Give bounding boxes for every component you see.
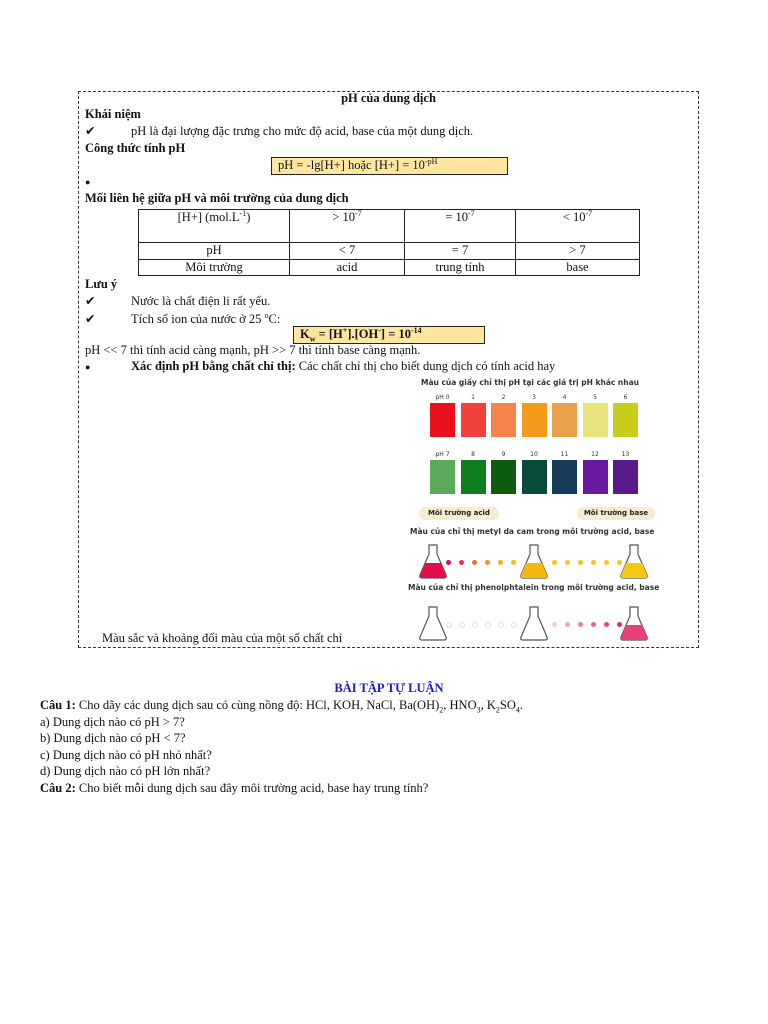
color-dot [511, 622, 517, 628]
color-dot [591, 622, 596, 627]
ph-relation-table [138, 209, 640, 276]
concept-heading: Khái niệm [85, 107, 141, 121]
ph-swatch-label: 1 [471, 394, 475, 401]
color-dot [459, 560, 464, 565]
ph-swatch-label: pH 0 [435, 394, 450, 401]
table-cell: = 7 [405, 243, 516, 260]
formula-box [271, 157, 508, 175]
question-2: Câu 2: Cho biết mỗi dung dịch sau đây môi trường acid, base hay trung tính? [40, 781, 429, 795]
check-icon: ✔ [85, 294, 96, 308]
ph-swatch [461, 403, 486, 437]
question-1c: c) Dung dịch nào có pH nhỏ nhất? [40, 748, 212, 762]
exercises-title: BÀI TẬP TỰ LUẬN [334, 681, 444, 695]
color-dot [565, 560, 570, 565]
table-cell: = $10^{-7}$ [405, 210, 516, 243]
table-cell: [H+] $(mol.L^{-1})$ [139, 210, 290, 243]
color-dot [446, 622, 452, 628]
concept-text: pH là đại lượng đặc trưng cho mức độ acid, base của một dung dịch. [131, 124, 474, 138]
formula-text: pH = -lg[H+] hoặc [H+] = 10 [278, 158, 425, 172]
phenol-title: Màu của chỉ thị phenolphtalein trong môi trường acid, base [408, 583, 660, 592]
section-title: pH của dung dịch [341, 91, 436, 105]
ph-swatch [491, 460, 516, 494]
ph-swatch [491, 403, 516, 437]
color-dot [578, 622, 583, 627]
relation-heading: Mối liên hệ giữa pH và môi trường của dung dịch [85, 191, 349, 205]
table-row [139, 243, 640, 260]
ph-swatch [583, 403, 608, 437]
ph-swatch [430, 460, 455, 494]
table-cell: base [516, 260, 640, 276]
methyl-title: Màu của chỉ thị metyl da cam trong môi trường acid, base [410, 527, 655, 536]
question-1a: a) Dung dịch nào có pH > 7? [40, 715, 185, 729]
ph-swatch [613, 403, 638, 437]
table-cell: < 7 [290, 243, 405, 260]
neutral-flask-icon [519, 543, 549, 579]
ph-swatch [522, 403, 547, 437]
ph-swatch [552, 460, 577, 494]
ph-swatch-label: 13 [621, 451, 630, 458]
ph-swatch [522, 460, 547, 494]
question-1d: d) Dung dịch nào có pH lớn nhất? [40, 764, 211, 778]
bullet-icon: ● [85, 177, 91, 187]
table-cell: Môi trường [139, 260, 290, 276]
neutral-flask-icon [519, 605, 549, 641]
color-dot [485, 622, 491, 628]
color-dot [604, 560, 609, 565]
formula-exp: -pH [424, 156, 438, 166]
color-dot [552, 560, 557, 565]
acid-flask-icon [418, 605, 448, 641]
base-flask-icon [619, 605, 649, 641]
kw-formula: $K_w = [H^+].[OH^-] = 10^{-14}$ [300, 325, 422, 344]
table-row [139, 260, 640, 276]
ph-swatch-label: 11 [560, 451, 569, 458]
question-1: Câu 1: Cho dãy các dung dịch sau có cùng nồng độ: HCl, KOH, NaCl, $Ba(OH)_2$, $HNO_3$, $K_2SO_4$. [40, 698, 523, 715]
question-1b: b) Dung dịch nào có pH < 7? [40, 731, 186, 745]
table-cell: trung tính [405, 260, 516, 276]
ph-swatch [613, 460, 638, 494]
note-heading: Lưu ý [85, 277, 118, 291]
color-dot [552, 622, 557, 627]
ph-swatch-label: 8 [471, 451, 475, 458]
color-dot [459, 622, 465, 628]
table-row [139, 210, 640, 243]
check-icon: ✔ [85, 312, 96, 326]
indicator-figure [410, 375, 670, 645]
table-cell: < $10^{-7}$ [516, 210, 640, 243]
color-dot [498, 622, 504, 628]
formula-heading: Công thức tính pH [85, 141, 186, 155]
check-icon: ✔ [85, 124, 96, 138]
color-dot [565, 622, 570, 627]
table-cell: acid [290, 260, 405, 276]
color-dot [591, 560, 596, 565]
ph-swatch-label: 6 [623, 394, 628, 401]
color-dot [604, 622, 609, 627]
ph-compare-text: pH << 7 thì tính acid càng mạnh, pH >> 7 thì tính base càng mạnh. [85, 343, 421, 357]
acid-flask-icon [418, 543, 448, 579]
ph-swatch-label: 4 [562, 394, 567, 401]
color-dot [511, 560, 516, 565]
kw-box [293, 326, 485, 344]
base-pill: Môi trường base [577, 507, 655, 520]
ph-swatch-label: 9 [501, 451, 506, 458]
ph-swatch-label: pH 7 [435, 451, 450, 458]
ph-swatch [461, 460, 486, 494]
acid-pill: Môi trường acid [419, 507, 499, 520]
ph-swatch [430, 403, 455, 437]
color-dot [472, 622, 478, 628]
ph-swatch-label: 5 [593, 394, 597, 401]
bullet-icon: ● [85, 362, 91, 372]
ph-swatch-label: 10 [530, 451, 538, 458]
table-cell: pH [139, 243, 290, 260]
note-1: Nước là chất điện li rất yếu. [131, 294, 271, 308]
ph-swatch [583, 460, 608, 494]
paper-title: Màu của giấy chỉ thị pH tại các giá trị pH khác nhau [421, 378, 640, 387]
table-cell: > $10^{-7}$ [290, 210, 405, 243]
color-dot [617, 560, 622, 565]
color-dot [578, 560, 583, 565]
color-dot [498, 560, 503, 565]
ph-swatch-label: 2 [501, 394, 506, 401]
ph-swatch [552, 403, 577, 437]
color-dot [617, 622, 622, 627]
color-dot [485, 560, 490, 565]
color-dot [472, 560, 477, 565]
table-cell: > 7 [516, 243, 640, 260]
base-flask-icon [619, 543, 649, 579]
figure-caption: Màu sắc và khoảng đổi màu của một số chất chỉ [102, 631, 343, 645]
note-2: Tích số ion của nước ở 25 $^o$C: [131, 310, 281, 326]
color-dot [446, 560, 451, 565]
indicator-text: Xác định pH bằng chất chỉ thị: Các chất chỉ thị cho biết dung dịch có tính acid hay [131, 359, 556, 373]
ph-swatch-label: 12 [591, 451, 599, 458]
ph-swatch-label: 3 [532, 394, 536, 401]
